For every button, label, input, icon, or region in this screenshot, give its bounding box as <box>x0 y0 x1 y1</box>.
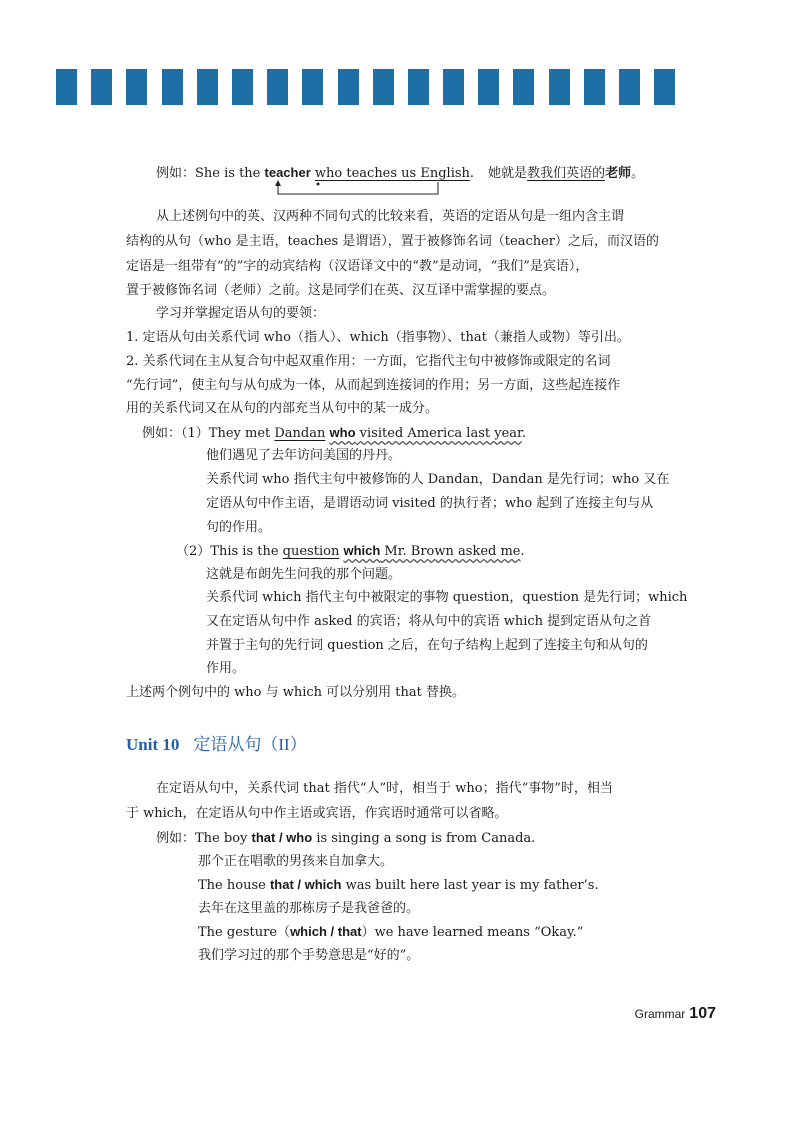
example-label: 例如： <box>156 166 196 181</box>
header-stripe-bar <box>56 69 756 105</box>
clause-rest: Mr. Brown asked me <box>380 544 521 559</box>
stripe-block <box>338 69 359 105</box>
relative-pronoun: that / which <box>269 877 342 892</box>
antecedent-teacher: teacher <box>264 165 311 180</box>
sentence-part: . <box>521 426 526 441</box>
stripe-block <box>162 69 183 105</box>
stripe-block <box>267 69 288 105</box>
example-2-note: 又在定语从句中作 asked 的宾语；将从句中的宾语 which 提到定语从句之首 <box>206 614 652 629</box>
unit-example-2 <box>198 875 599 896</box>
point-1: 1. 定语从句由关系代词 who（指人）、which（指事物）、that（兼指人或物）等引出。 <box>126 330 630 345</box>
antecedent: question <box>282 544 340 559</box>
relative-pronoun: who <box>329 425 356 440</box>
stripe-block <box>126 69 147 105</box>
example-1-translation: 他们遇见了去年访问美国的丹丹。 <box>206 448 402 463</box>
stripe-block <box>654 69 675 105</box>
sentence-part: The house <box>198 878 270 893</box>
example-1-note: 定语从句中作主语，是谓语动词 visited 的执行者；who 起到了连接主句与从 <box>206 496 654 511</box>
example-2-translation: 这就是布朗先生问我的那个问题。 <box>206 567 402 582</box>
antecedent: Dandan <box>274 426 326 441</box>
sentence-part: They met <box>208 426 275 441</box>
point-2-line: 用的关系代词又在从句的内部充当从句中的某一成分。 <box>126 401 439 416</box>
example-1-sentence <box>142 423 526 444</box>
stripe-block <box>232 69 253 105</box>
example-2-note: 关系代词 which 指代主句中被限定的事物 question，question 是先行词；which <box>206 590 688 605</box>
unit-example-2-cn: 去年在这里盖的那栋房子是我爸爸的。 <box>198 901 420 916</box>
stripe-block <box>513 69 534 105</box>
example-label: 例如： <box>156 831 196 846</box>
unit-example-3 <box>198 922 583 943</box>
page-footer <box>635 1005 716 1023</box>
example-label: 例如：（1） <box>142 426 209 441</box>
point-2-line: 2. 关系代词在主从复合句中起双重作用：一方面，它指代主句中被修饰或限定的名词 <box>126 354 611 369</box>
sentence-part: She is the <box>195 166 265 181</box>
unit-number: Unit 10 <box>126 735 180 754</box>
relative-pronoun: which <box>343 543 381 558</box>
stripe-block <box>408 69 429 105</box>
stripe-block <box>478 69 499 105</box>
relative-pronoun: that / who <box>251 830 313 845</box>
stripe-block <box>443 69 464 105</box>
relative-clause: who teaches us English <box>314 166 470 181</box>
stripe-block <box>302 69 323 105</box>
sentence-part: The boy <box>195 831 252 846</box>
example-2-note: 并置于主句的先行词 question 之后，在句子结构上起到了连接主句和从句的 <box>206 638 648 653</box>
stripe-block <box>56 69 77 105</box>
example-2-sentence <box>176 541 525 562</box>
sentence-part: ）we have learned means “Okay.” <box>361 925 584 940</box>
stripe-block <box>197 69 218 105</box>
stripe-block <box>91 69 112 105</box>
example-label: （2） <box>176 544 211 559</box>
example-1-note: 关系代词 who 指代主句中被修饰的人 Dandan，Dandan 是先行词；who 又在 <box>206 472 670 487</box>
sentence-part: . <box>520 544 525 559</box>
stripe-block <box>619 69 640 105</box>
cn-noun: 老师 <box>605 166 632 181</box>
stripe-block <box>584 69 605 105</box>
sentence-part: This is the <box>210 544 283 559</box>
unit-title: 定语从句（II） <box>193 735 307 754</box>
para1-line: 置于被修饰名词（老师）之前。这是同学们在英、汉互译中需掌握的要点。 <box>126 283 556 298</box>
sentence-part: is singing a song is from Canada. <box>312 831 536 846</box>
cn-part: 她就是 <box>488 166 528 181</box>
para1-line: 定语是一组带有“的”字的动宾结构（汉语译文中的“教”是动词，“我们”是宾语）， <box>126 259 589 274</box>
sentence-part: The gesture（ <box>198 925 291 940</box>
para2-title: 学习并掌握定语从句的要领： <box>156 306 326 321</box>
example-2-note: 作用。 <box>206 661 246 676</box>
example-1-note: 句的作用。 <box>206 520 272 535</box>
unit-example-1 <box>156 828 535 849</box>
unit-example-3-cn: 我们学习过的那个手势意思是“好的”。 <box>198 948 420 963</box>
summary-line: 上述两个例句中的 who 与 which 可以分别用 that 替换。 <box>126 685 466 700</box>
footer-section: Grammar <box>634 1007 686 1021</box>
stripe-block <box>549 69 570 105</box>
modifier-arrow-icon <box>270 180 450 204</box>
page-number: 107 <box>689 1005 716 1022</box>
unit-heading <box>126 730 307 755</box>
relative-pronoun: which / that <box>290 924 362 939</box>
unit-example-1-cn: 那个正在唱歌的男孩来自加拿大。 <box>198 854 394 869</box>
clause-rest: visited America last year <box>355 426 522 441</box>
sentence-part: was built here last year is my father’s. <box>341 878 599 893</box>
unit-para-line: 于 which，在定语从句中作主语或宾语，作宾语时通常可以省略。 <box>126 806 508 821</box>
para1-line: 结构的从句（who 是主语，teaches 是谓语），置于被修饰名词（teacher）之后，而汉语的 <box>126 234 660 249</box>
sentence-part: . <box>469 166 475 181</box>
stripe-block <box>373 69 394 105</box>
point-2-line: “先行词”，使主句与从句成为一体，从而起到连接词的作用；另一方面，这些起连接作 <box>126 378 621 393</box>
unit-para-line: 在定语从句中，关系代词 that 指代“人”时，相当于 who；指代“事物”时，相当 <box>156 781 613 796</box>
para1-line: 从上述例句中的英、汉两种不同句式的比较来看，英语的定语从句是一组内含主谓 <box>156 209 625 224</box>
cn-clause: 教我们英语的 <box>527 166 606 181</box>
cn-part: 。 <box>631 166 645 181</box>
